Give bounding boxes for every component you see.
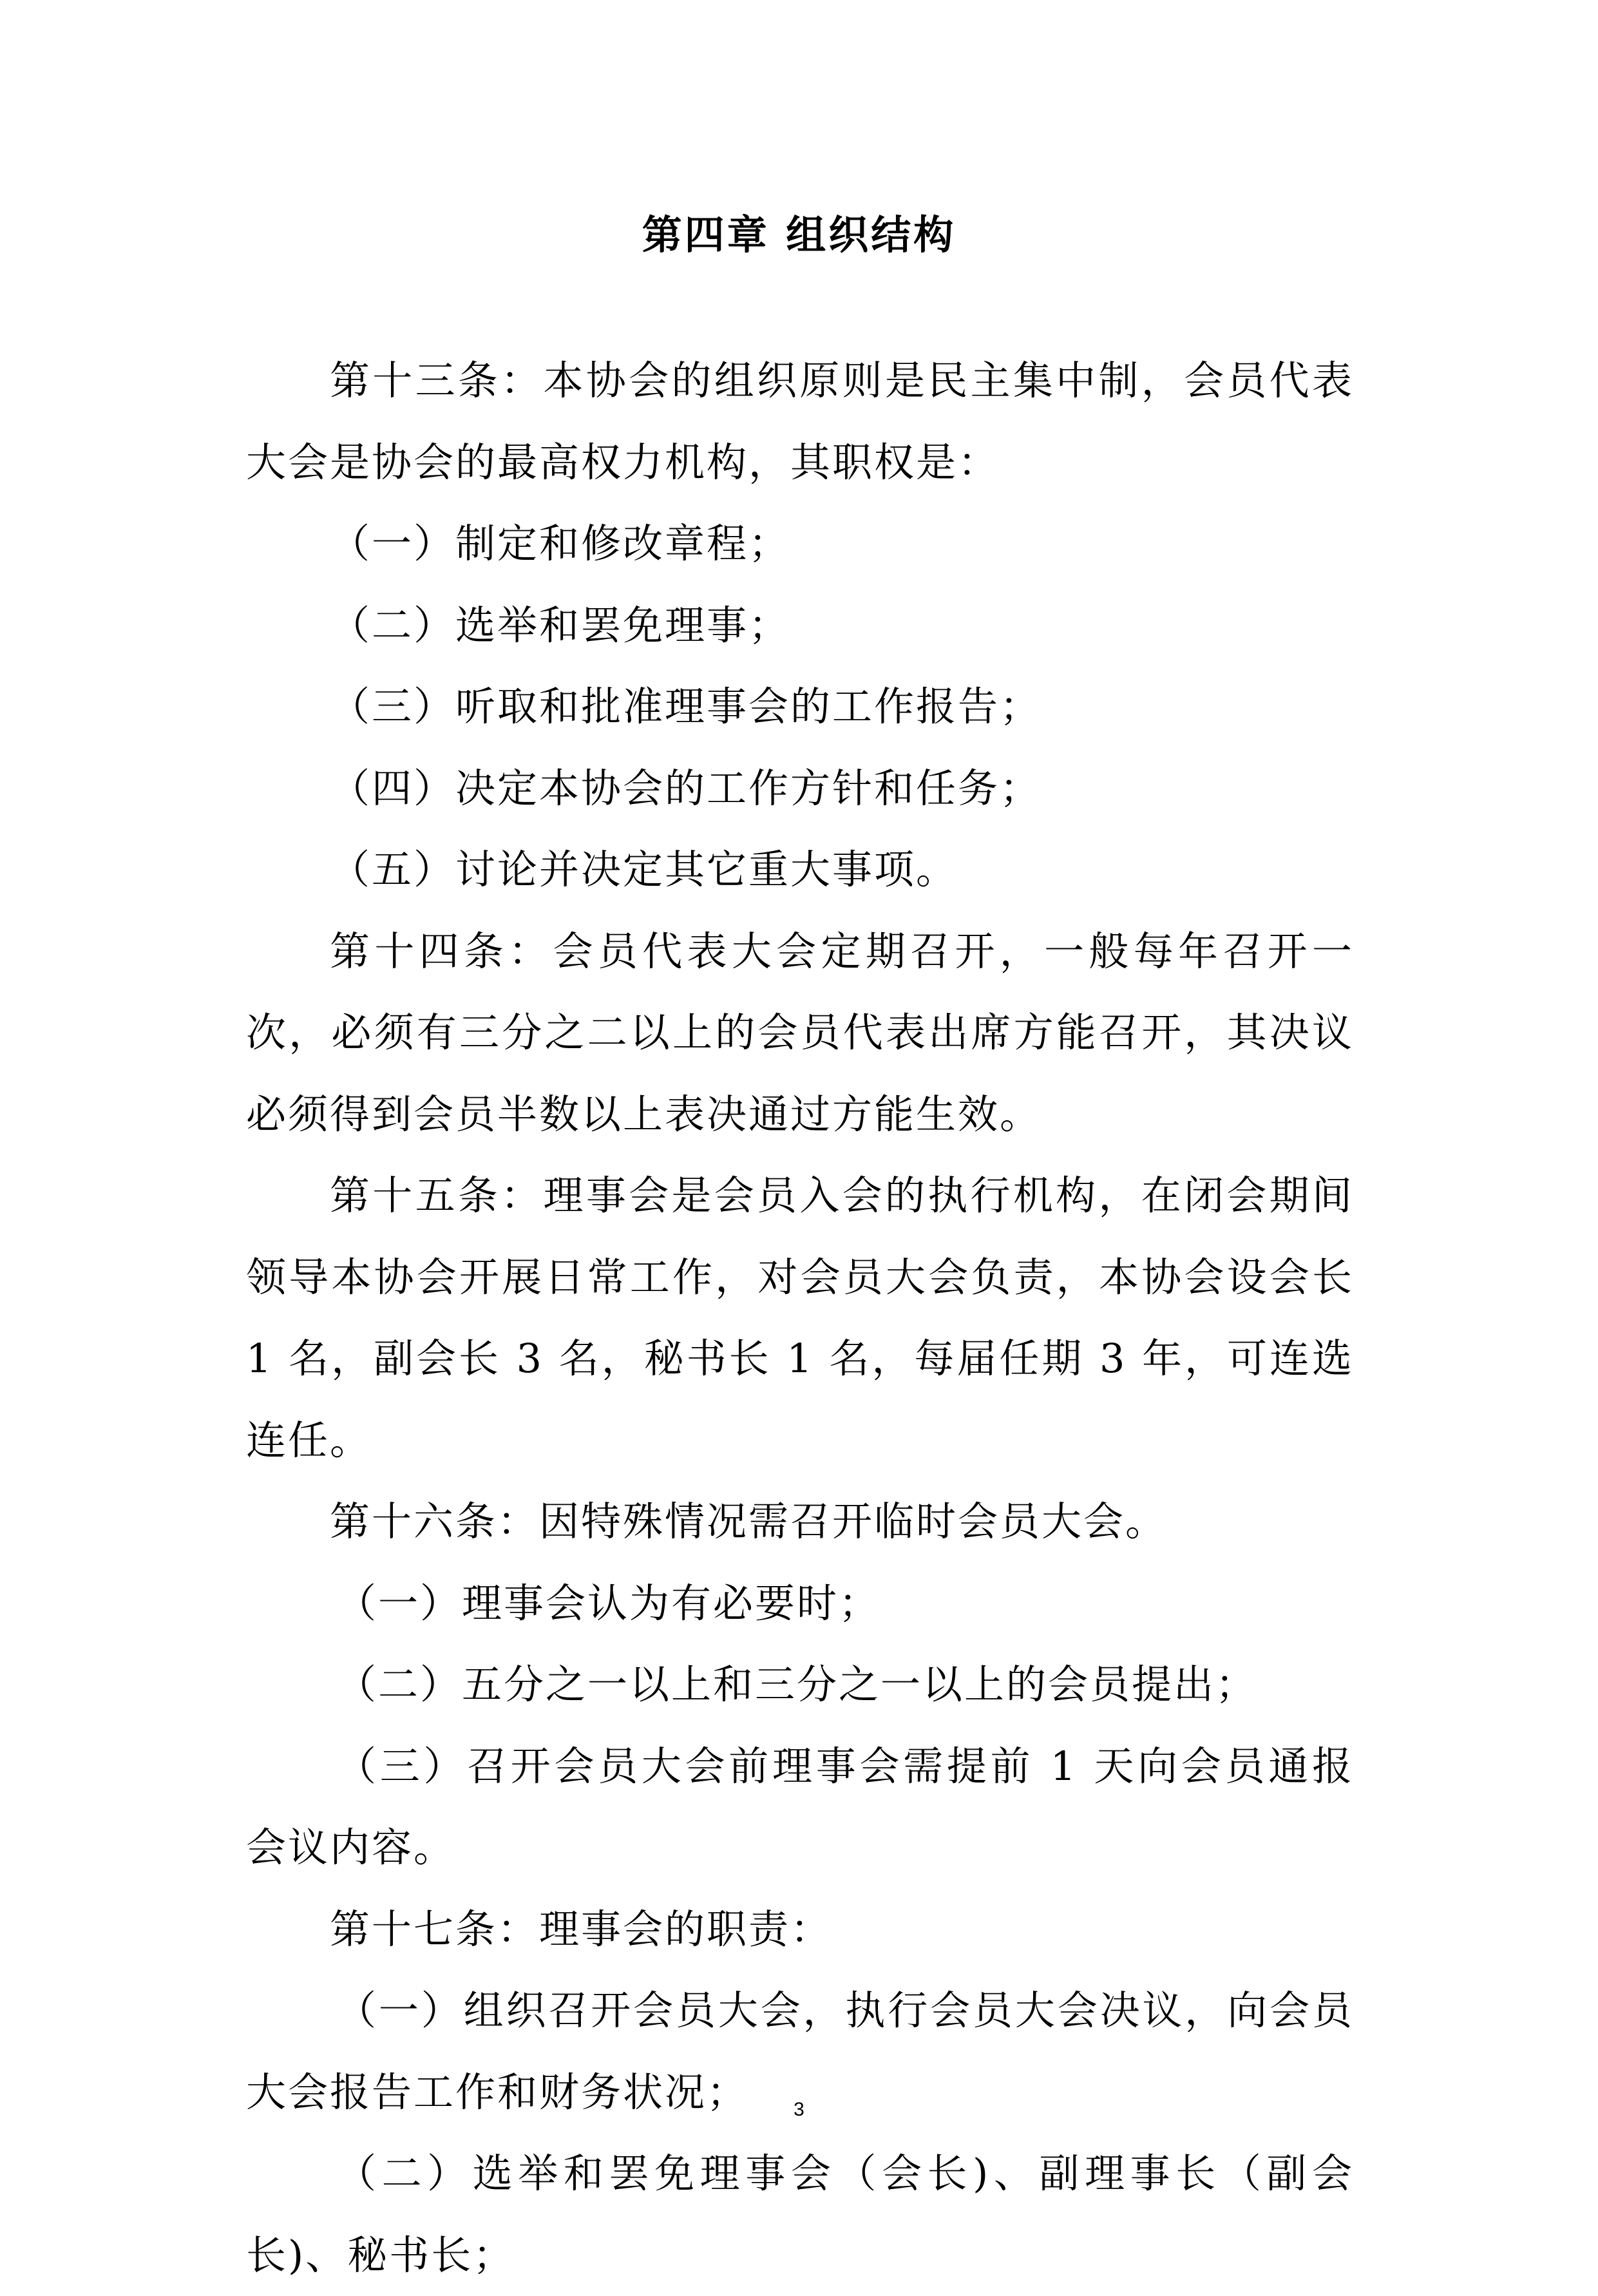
article-13-item-1: （一）制定和修改章程；	[330, 520, 791, 567]
article-17-paragraph: 第十七条：理事会的职责：	[330, 1905, 833, 1953]
article-13-paragraph: 第十三条：本协会的组织原则是民主集中制，会员代表大会是协会的最高权力机构，其职权是：	[246, 357, 1354, 486]
article-13-item-3: （三）听取和批准理事会的工作报告；	[330, 683, 1042, 730]
article-13-item-2: （二）选举和罢免理事；	[330, 601, 791, 649]
article-16-paragraph: 第十六条：因特殊情况需召开临时会员大会。	[330, 1498, 1168, 1545]
chapter-title: 第四章 组织结构	[642, 211, 956, 258]
article-13-item-4: （四）决定本协会的工作方针和任务；	[330, 764, 1042, 812]
article-16-item-2: （二）五分之一以上和三分之一以上的会员提出；	[336, 1661, 1258, 1708]
article-13-item-5: （五）讨论并决定其它重大事项。	[330, 846, 958, 893]
article-15-paragraph: 第十五条：理事会是会员入会的执行机构，在闭会期间领导本协会开展日常工作，对会员大会负责，本协会设会长 1 名，副会长 3 名，秘书长 1 名，每届任期 3 年，可连选连任。	[246, 1172, 1354, 1464]
document-body	[246, 340, 1354, 2296]
article-16-item-1: （一）理事会认为有必要时；	[336, 1579, 881, 1627]
article-17-item-1: （一）组织召开会员大会，执行会员大会决议，向会员大会报告工作和财务状况；	[246, 1987, 1354, 2116]
article-17-item-2: （二）选举和罢免理事会（会长)、副理事长（副会长)、秘书长；	[246, 2150, 1354, 2279]
article-14-paragraph: 第十四条：会员代表大会定期召开，一般每年召开一次，必须有三分之二以上的会员代表出席方能召开，其决议必须得到会员半数以上表决通过方能生效。	[246, 927, 1354, 1138]
page-number: 3	[794, 2099, 804, 2120]
article-16-item-3: （三）召开会员大会前理事会需提前 1 天向会员通报会议内容。	[246, 1742, 1354, 1871]
